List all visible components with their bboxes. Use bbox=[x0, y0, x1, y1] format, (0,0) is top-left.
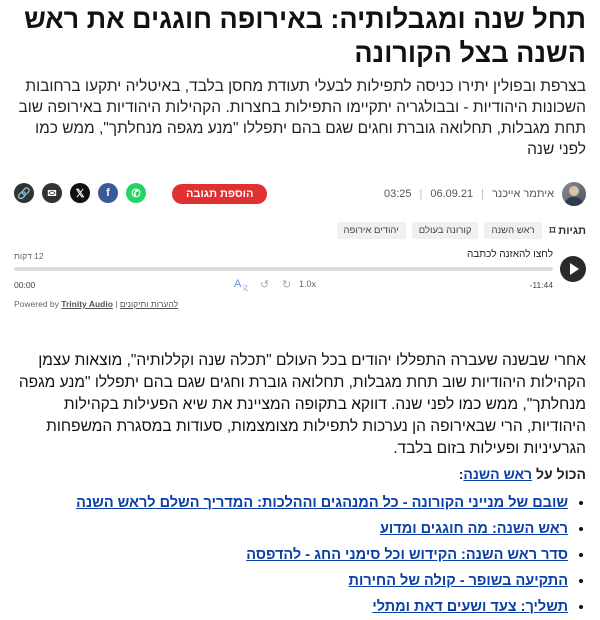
divider: | bbox=[481, 188, 485, 200]
related-link[interactable]: התקיעה בשופר - קולה של החירות bbox=[348, 573, 568, 589]
audio-progress-bar[interactable] bbox=[14, 267, 553, 271]
list-item bbox=[14, 594, 568, 620]
tag-item[interactable]: יהודים אירופה bbox=[337, 222, 406, 239]
all-about-link[interactable]: ראש השנה bbox=[463, 466, 533, 482]
list-item bbox=[14, 490, 568, 516]
article-body: אחרי שבשנה שעברה התפללו יהודים בכל העולם "תכלה שנה וקללותיה", מוצאות עצמן הקהילות היהודיות שוב תחת מגבלות, תחלואה גוברת וחגים שגם בהם יתפללו "מנע מגפה מנחלתך", ממש כמו לפני שנה. דווקא בתקופה המציינת את שיא הפעילות בקהילות היהודיות, הרי שבאירופה הן נערכות לתפילות מצומצמות, סעודות במסגרת המשפחות הגרעיניות ופעילות בזום בלבד. bbox=[18, 352, 586, 457]
share-icons bbox=[14, 183, 146, 203]
list-item bbox=[14, 542, 568, 568]
article-title: תחל שנה ומגבלותיה: באירופה חוגגים את ראש השנה בצל הקורונה bbox=[24, 4, 586, 68]
publish-date: 06.09.21 bbox=[430, 188, 474, 200]
play-icon[interactable] bbox=[560, 256, 586, 282]
divider: | bbox=[419, 188, 423, 200]
related-link[interactable]: סדר ראש השנה: הקידוש וכל סימני החג - להדפסה bbox=[246, 547, 568, 563]
tag-item[interactable]: קורונה בעולם bbox=[412, 222, 479, 239]
tag-icon: ⌑ bbox=[549, 225, 556, 237]
add-response-button[interactable]: הוספת תגובה bbox=[172, 184, 267, 204]
powered-by-row bbox=[14, 299, 178, 309]
forward-icon[interactable]: ↻ bbox=[282, 279, 292, 291]
link-icon[interactable]: 🔗 bbox=[14, 183, 34, 203]
playback-speed[interactable]: 1.0x bbox=[299, 279, 317, 289]
powered-by-brand[interactable]: Trinity Audio bbox=[61, 299, 113, 309]
related-links-list bbox=[14, 490, 586, 620]
all-about-heading bbox=[459, 466, 586, 482]
audio-remaining-time: -11:44 bbox=[529, 280, 553, 290]
tags-label: ⌑ תגיות bbox=[549, 225, 586, 237]
divider: | bbox=[115, 299, 120, 309]
whatsapp-icon[interactable]: ✆ bbox=[126, 183, 146, 203]
article-subtitle: בצרפת ובפולין יתירו כניסה לתפילות לבעלי תעודת מחסן בלבד, באיטליה יתקעו ברחובות השכונות היהודיות - ובבולגריה יתקיימו התפילות בחצרות. הקהילות היהודיות באירופה שוב תחת מגבלות, תחלואה גוברת וחגים שגם בהם יתפללו "מנע מגפה מנחלתך", ממש כמו לפני שנה bbox=[18, 78, 586, 158]
rewind-icon[interactable]: ↺ bbox=[260, 279, 270, 291]
article-meta-row bbox=[14, 180, 586, 210]
tag-item[interactable]: ראש השנה bbox=[484, 222, 541, 239]
related-link[interactable]: ראש השנה: מה חוגגים ומדוע bbox=[379, 521, 568, 537]
all-about-prefix: הכול על bbox=[536, 466, 586, 482]
list-item bbox=[14, 516, 568, 542]
powered-by-label: Powered by bbox=[14, 299, 59, 309]
audio-current-time: 00:00 bbox=[14, 280, 36, 290]
facebook-icon[interactable]: f bbox=[98, 183, 118, 203]
translate-icon[interactable]: $A_文$ bbox=[234, 278, 249, 293]
related-link[interactable]: שובם של מנייני הקורונה - כל המנהגים וההלכות: המדריך השלם לראש השנה bbox=[76, 495, 568, 511]
all-about-suffix: : bbox=[458, 466, 464, 482]
publish-time: 03:25 bbox=[383, 188, 412, 200]
x-icon[interactable]: 𝕏 bbox=[70, 183, 90, 203]
avatar[interactable] bbox=[562, 182, 586, 206]
feedback-link[interactable]: להערות ותיקונים bbox=[119, 299, 179, 309]
author-block bbox=[384, 182, 586, 206]
list-item bbox=[14, 568, 568, 594]
related-link[interactable]: תשליך: צעד ושעים דאת ומתלי bbox=[372, 599, 568, 615]
tags-row bbox=[14, 222, 586, 239]
audio-duration: 12 דקות bbox=[14, 251, 44, 261]
author-name[interactable]: איתמר אייכנר bbox=[492, 188, 554, 200]
email-icon[interactable]: ✉ bbox=[42, 183, 62, 203]
listen-label: לחצו להאזנה לכתבה bbox=[466, 249, 553, 260]
